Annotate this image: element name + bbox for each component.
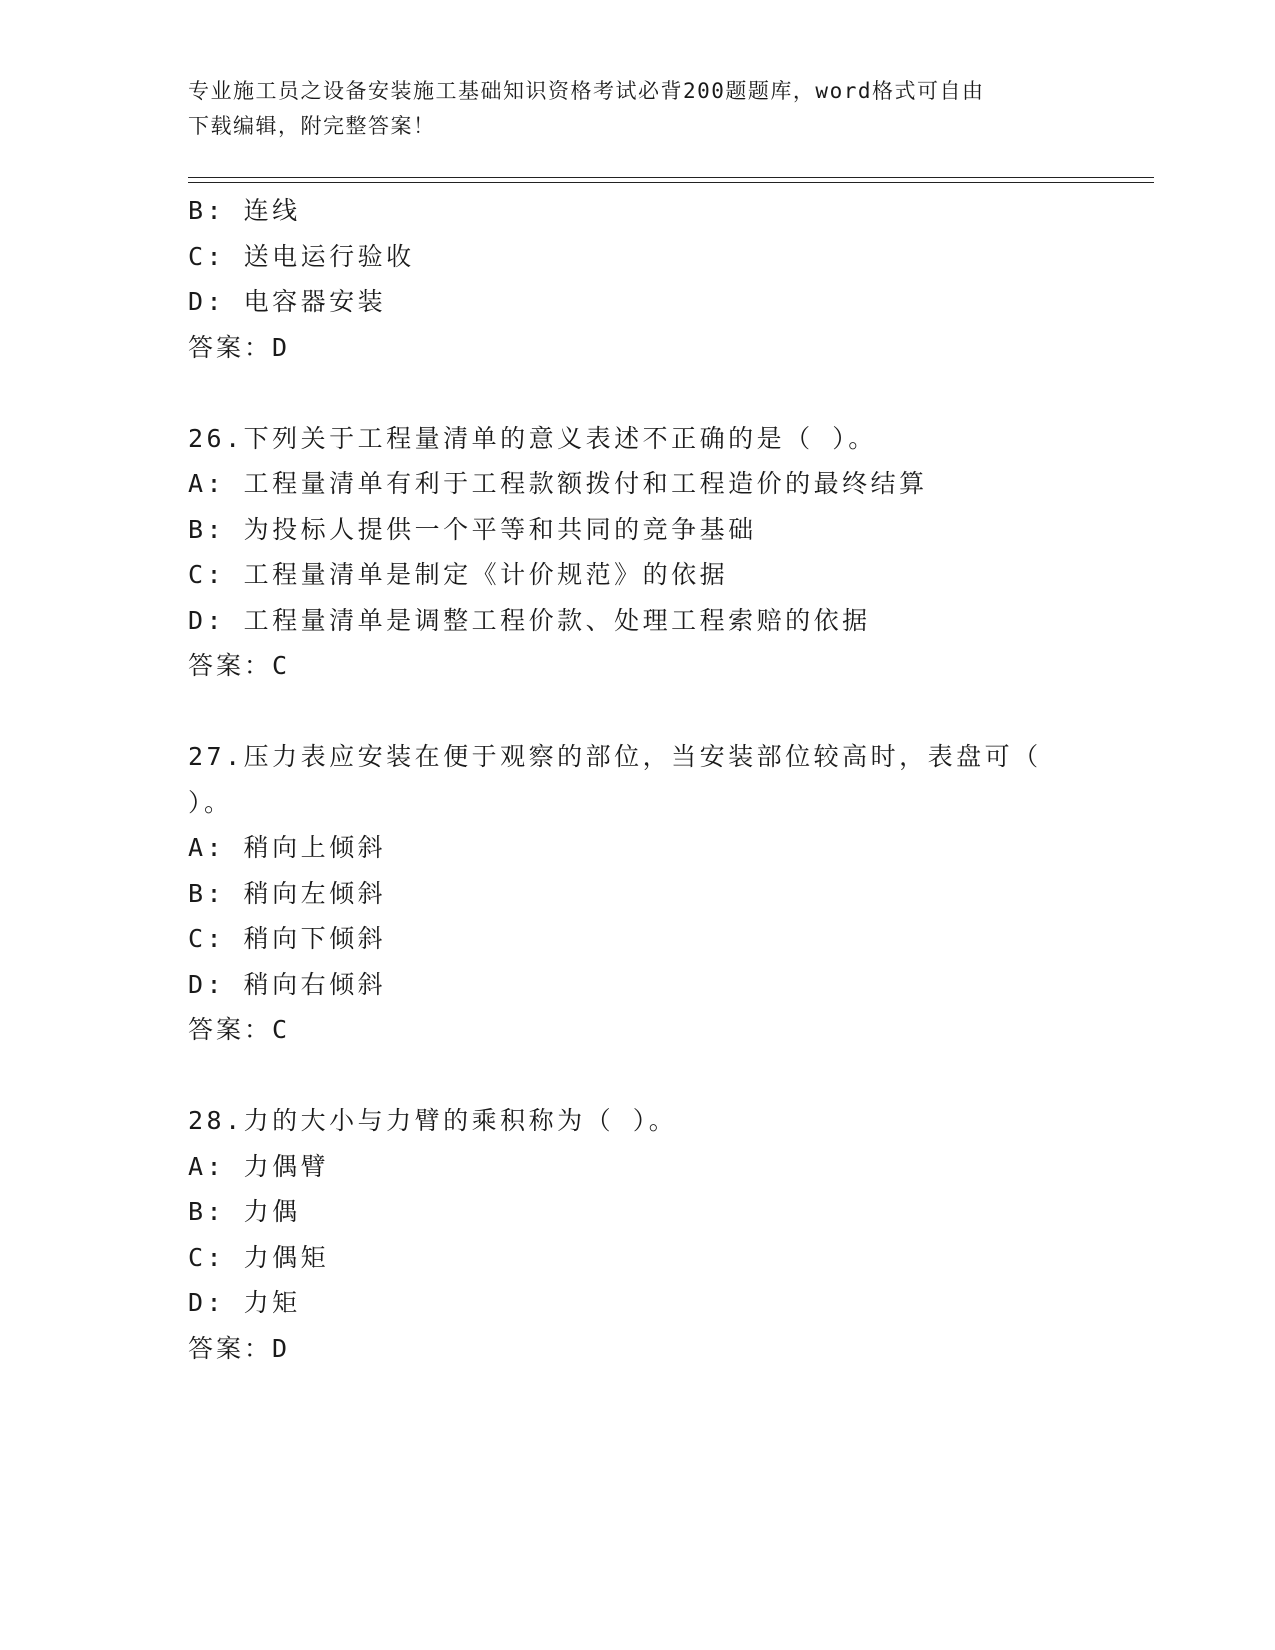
- option-d: D: 稍向右倾斜: [188, 969, 387, 999]
- option-b: B: 稍向左倾斜: [188, 878, 387, 908]
- option-c: C: 送电运行验收: [188, 241, 415, 271]
- answer-label: 答案：: [188, 651, 273, 680]
- question-text-continuation: ）。: [188, 787, 233, 817]
- spacer: [188, 689, 1088, 735]
- document-header: [188, 74, 1068, 144]
- option-d: D: 力矩: [188, 1288, 301, 1317]
- question-text: 26.下列关于工程量清单的意义表述不正确的是（ ）。: [188, 423, 877, 453]
- answer-label: 答案：: [188, 1015, 273, 1044]
- header-divider-bottom: [188, 182, 1154, 183]
- option-d: D: 工程量清单是调整工程价款、处理工程索赔的依据: [188, 605, 871, 635]
- answer-value: C: [272, 1015, 288, 1044]
- answer-label: 答案：: [188, 332, 273, 362]
- question-block-26: [188, 416, 1088, 689]
- answer-value: D: [272, 332, 288, 362]
- question-text: 27.压力表应安装在便于观察的部位，当安装部位较高时，表盘可（: [188, 742, 1042, 771]
- answer-value: D: [272, 1333, 288, 1363]
- header-title-line-1: 专业施工员之设备安装施工基础知识资格考试必背200题题库，word格式可自由: [188, 79, 985, 103]
- header-title-line-2: 下载编辑，附完整答案！: [188, 114, 436, 138]
- question-list: [188, 188, 1088, 1371]
- option-b: B: 为投标人提供一个平等和共同的竞争基础: [188, 514, 757, 544]
- answer-line: [188, 643, 1088, 689]
- option-c: C: 工程量清单是制定《计价规范》的依据: [188, 560, 729, 589]
- spacer: [188, 370, 1088, 416]
- answer-value: C: [272, 651, 288, 680]
- answer-line: [188, 325, 1088, 371]
- option-d: D: 电容器安装: [188, 287, 387, 316]
- option-a: A: 工程量清单有利于工程款额拨付和工程造价的最终结算: [188, 469, 928, 498]
- answer-label: 答案：: [188, 1333, 273, 1363]
- answer-line: [188, 1007, 1088, 1053]
- question-block-27: [188, 734, 1088, 1053]
- option-b: B: 连线: [188, 196, 301, 225]
- question-text: 28.力的大小与力臂的乘积称为（ ）。: [188, 1106, 678, 1135]
- option-c: C: 稍向下倾斜: [188, 924, 387, 953]
- spacer: [188, 1053, 1088, 1099]
- option-a: A: 力偶臂: [188, 1151, 330, 1181]
- question-block-25: [188, 188, 1088, 370]
- question-block-28: [188, 1098, 1088, 1371]
- option-b: B: 力偶: [188, 1197, 301, 1226]
- option-c: C: 力偶矩: [188, 1242, 330, 1272]
- option-a: A: 稍向上倾斜: [188, 833, 387, 862]
- header-divider-top: [188, 177, 1154, 178]
- answer-line: [188, 1326, 1088, 1372]
